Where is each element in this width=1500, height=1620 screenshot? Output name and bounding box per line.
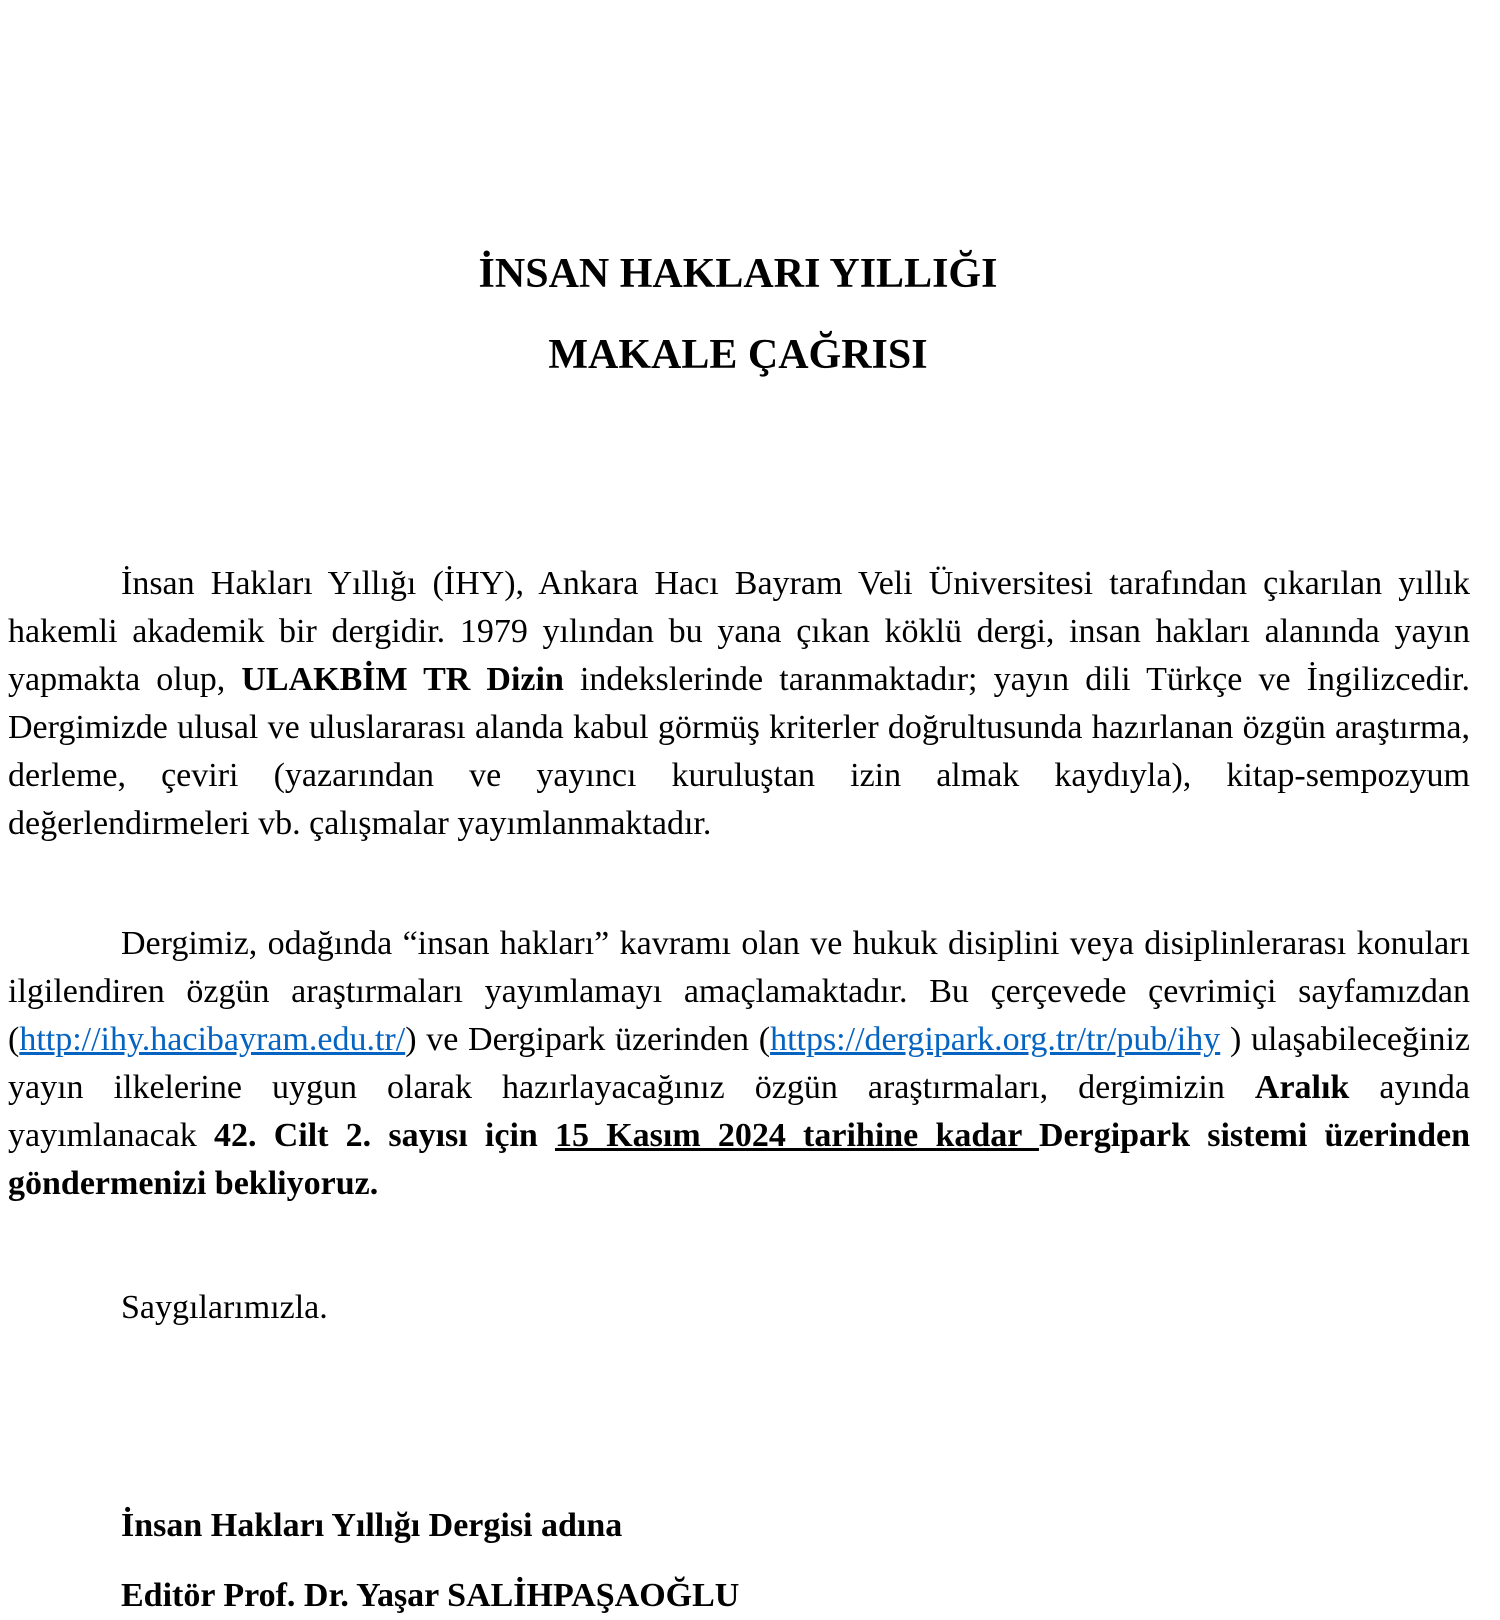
call-title: MAKALE ÇAĞRISI [548, 332, 928, 378]
intro-text-b: indekslerinde taranmaktadır; yayın dili Türkçe ve İngilizcedir. Dergimizde ulusal ve uluslararası alanda kabul görmüş kriterler doğrultusunda hazırlanan özgün araştırma, derleme, çeviri (yazarından ve yayıncı kuruluştan izin almak kaydıyla), kitap-sempozyum değerlendirmeleri vb. çalışmalar yayımlanmaktadır. [8, 661, 1471, 842]
call-text-d: ayında yayımlanacak [8, 1069, 1470, 1154]
issue-month: Aralık [1254, 1069, 1350, 1106]
paragraph-intro [8, 560, 1470, 848]
dergipark-link[interactable]: https://dergipark.org.tr/tr/pub/ihy [770, 1021, 1221, 1058]
paragraph-call [8, 920, 1470, 1208]
call-text-b: ) ve Dergipark üzerinden ( [405, 1021, 771, 1058]
submission-instruction: Dergipark sistemi üzerinden göndermenizi bekliyoruz. [8, 1117, 1470, 1202]
call-text-c: ) ulaşabileceğiniz yayın ilkelerine uygun olarak hazırlayacağınız özgün araştırmaları, dergimizin [8, 1021, 1470, 1106]
submission-deadline: 15 Kasım 2024 tarihine kadar [555, 1117, 1039, 1154]
journal-website-link[interactable]: http://ihy.hacibayram.edu.tr/ [19, 1021, 406, 1058]
signature-editor: Editör Prof. Dr. Yaşar SALİHPAŞAOĞLU [121, 1577, 740, 1614]
issue-number: 42. Cilt 2. sayısı için [214, 1117, 556, 1154]
intro-text-a: İnsan Hakları Yıllığı (İHY), Ankara Hacı Bayram Veli Üniversitesi tarafından çıkarılan yıllık hakemli akademik bir dergidir. 1979 yılından bu yana çıkan köklü dergi, insan hakları alanında yayın yapmakta olup, [8, 565, 1470, 698]
signature-journal: İnsan Hakları Yıllığı Dergisi adına [121, 1507, 623, 1544]
index-name: ULAKBİM TR Dizin [241, 661, 564, 698]
call-text-a: Dergimiz, odağında “insan hakları” kavramı olan ve hukuk disiplini veya disiplinlerarası konuları ilgilendiren özgün araştırmaları yayımlamayı amaçlamaktadır. Bu çerçevede çevrimiçi sayfamızdan ( [8, 925, 1470, 1058]
journal-title: İNSAN HAKLARI YILLIĞI [478, 251, 998, 297]
closing-salutation: Saygılarımızla. [121, 1289, 328, 1326]
